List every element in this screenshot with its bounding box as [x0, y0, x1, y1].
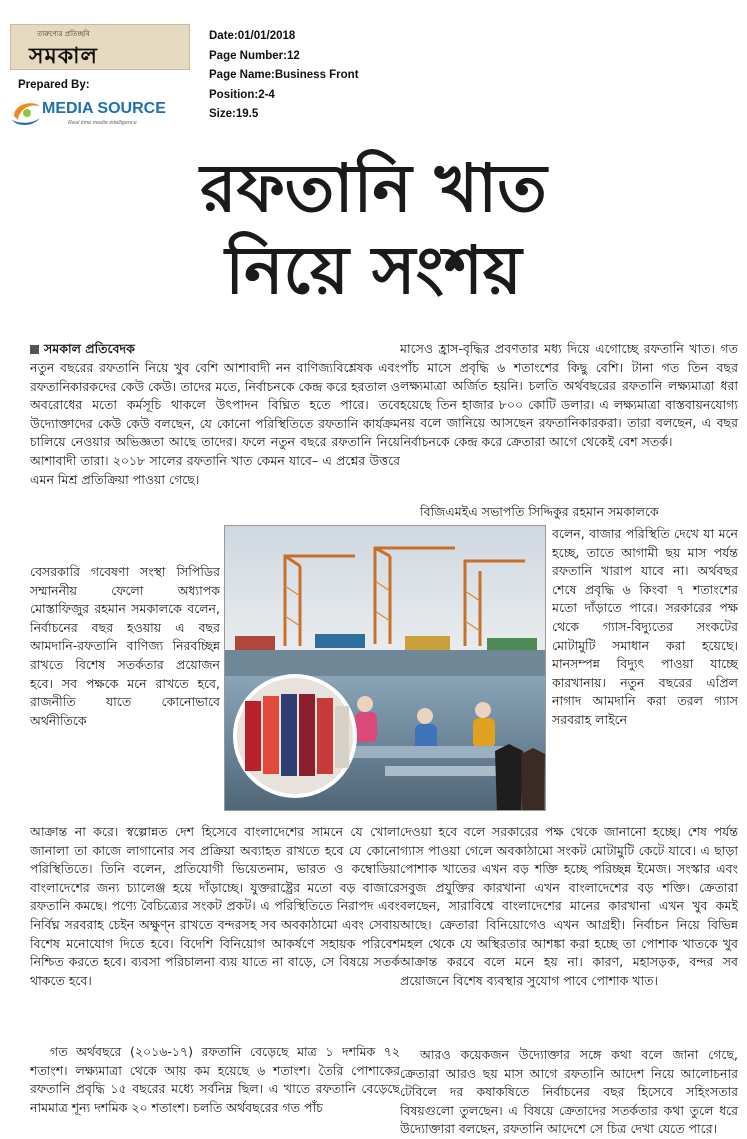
article-col2-last: আরও কয়েকজন উদ্যোক্তার সঙ্গে কথা বলে জানা গেছে, ক্রেতারা আরও ছয় মাস আগে রফতানি আদেশ নিয়ে আলোচনার টেবিলে দর কষাকষিতে নির্বাচনের বছর হিসেবে সহিংসতার বিষয়গুলো তুলছেন। এ বিষয়ে ক্রেতাদের সতর্কতার কথা তুলে ধরে উদ্যোক্তারা বলছেন, রফতানি আদেশে সে চিত্র দেখা যেতে পারে।	[400, 1047, 738, 1136]
byline-square-icon	[30, 345, 39, 354]
media-source-logo	[10, 96, 170, 132]
meta-size: Size:19.5	[209, 108, 259, 120]
meta-position: Position:2-4	[209, 88, 275, 101]
article-col2-bottom: দেওয়া হবে বলে সরকারের পক্ষ থেকে জানানো হচ্ছে। শেষ পর্যন্ত গ্যাস পাওয়া গেলে অবকাঠামো সংকট মোটামুটি কেটে যাবে। এ ছাড়া পোশাক খাতের এখন বড় শক্তি হচ্ছে পরিচ্ছন্ন ইমেজ। সংস্কার এবং সবুজ প্রযুক্তির কারখানা এখন বাংলাদেশের বড় শক্তি। ক্রেতারা বলছেন, সারাবিশ্বে বাংলাদেশের মানের কারখানা এখন খুব কমই আছে। ক্রেতারা বিনিয়োগেও এখন আগ্রহী। নির্বাচন নিয়ে বিভিন্ন মহল থেকে যে অস্থিরতার আশঙ্কা করা হচ্ছে তা পোশাক খাতকে খুব আক্রান্ত করবে বলে মনে হয় না। কারণ, মহাসড়ক, বন্দর সব প্রয়োজনে বিশেষ ব্যবস্থার সুযোগ পাবে পোশাক খাত।	[400, 824, 738, 988]
newspaper-logo: সমকাল	[29, 43, 98, 69]
byline-text: সমকাল প্রতিবেদক	[44, 341, 135, 356]
media-source-swoosh-icon	[10, 98, 44, 128]
clipping-metadata	[209, 27, 359, 125]
headline-line-1: রফতানি খাত	[200, 150, 547, 227]
masthead-tagline: তারুণ্যের প্রতিচ্ছবি	[37, 30, 90, 38]
article-col2-top: মাসেও হ্রাস-বৃদ্ধির প্রবণতার মধ্য দিয়ে এগোচ্ছে রফতানি খাত। গত পাঁচ মাসে প্রবৃদ্ধি ৬ শতাংশের কিছু বেশি। টানা গত তিন বছর লক্ষ্যমাত্রা অর্জিত হয়নি। চলতি অর্থবছরের রফতানি লক্ষ্যমাত্রা ধরা হয়েছে তিন হাজার ৮০০ কোটি ডলার। এ লক্ষ্যমাত্রা বাস্তবায়নযোগ্য নয় বলে জানিয়ে আসছেন রফতানিকারকরা। তারা বলছেন, এ বছর নির্বাচনকে কেন্দ্র করে ক্রেতারা আগে থেকেই বেশ সতর্ক।	[400, 341, 738, 449]
media-source-tagline: Real time media intelligence	[68, 120, 137, 126]
meta-date: Date:01/01/2018	[209, 30, 296, 42]
byline	[30, 340, 400, 360]
newspaper-masthead	[10, 24, 190, 70]
article-col2-lead: বিজিএমইএ সভাপতি সিদ্দিকুর রহমান সমকালকে	[420, 504, 659, 519]
article-col2-narrow: বলেন, বাজার পরিস্থিতি দেখে যা মনে হচ্ছে, তাতে আগামী ছয় মাস পর্যন্ত রফতানি খারাপ যাবে না। অর্থবছর শেষে প্রবৃদ্ধি ৬ কিংবা ৭ শতাংশের মতো দাঁড়াতে পারে। সরকারের পক্ষ থেকে গ্যাস-বিদ্যুতের সংকটের মোটামুটি সমাধান করা হয়েছে। মানসম্পন্ন বিদ্যুৎ পাওয়া যাচ্ছে কারখানায়। নতুন বছরের এপ্রিল নাগাদ আমদানি করা তরল গ্যাস সরবরাহ লাইনে	[552, 526, 738, 727]
meta-page-number: Page Number:12	[209, 49, 300, 62]
media-source-brand: MEDIA SOURCE	[42, 100, 166, 117]
headline-line-2: নিয়ে সংশয়	[225, 232, 522, 309]
article-col1-top: নতুন বছরের রফতানি নিয়ে খুব বেশি আশাবাদী নন বাণিজ্যবিশ্লেষক এবং রফতানিকারকদের কেউ কেউ। তাদের মতে, নির্বাচনকে কেন্দ্র করে হরতাল ও অবরোধের মতো কর্মসূচি থাকলে উৎপাদন বিঘ্নিত হতে পারে। তবে উদ্যোক্তাদের কেউ কেউ বলছেন, যে কোনো পরিস্থিতিতে রফতানি কার্যক্রম চালিয়ে নেওয়ার অভিজ্ঞতা আছে তাদের। ফলে নতুন বছরে রফতানি নিয়ে আশাবাদী তারা। ২০১৮ সালের রফতানি খাত কেমন যাবে– এ প্রশ্নের উত্তরে এমন মিশ্র প্রতিক্রিয়া পাওয়া গেছে।	[30, 360, 400, 487]
article-photo	[224, 525, 546, 811]
prepared-by-label: Prepared By:	[18, 79, 90, 91]
meta-page-name: Page Name:Business Front	[209, 69, 359, 81]
article-col1-bottom: আক্রান্ত না করে। স্বল্পোন্নত দেশ হিসেবে বাংলাদেশের সামনে যে খোলা জানালা তা কাজে লাগানোর সব প্রক্রিয়া অব্যাহত রাখতে হবে যে কোনো পরিস্থিতিতে। তিনি বলেন, প্রতিযোগী ভিয়েতনাম, ভারত ও কম্বোডিয়া বাংলাদেশের জন্য চ্যালেঞ্জ হয়ে দাঁড়াচ্ছে। যুক্তরাষ্ট্রের মতো বড় বাজারে রফতানি কমছে। পণ্যে বৈচিত্র্যের সংকট প্রকট। এ পরিস্থিতিতে নিরাপদ এবং নির্বিঘ্ন সরবরাহ চেইন অক্ষুণ্ন রাখতে বন্দরসহ সব অবকাঠামো এবং সেবায় বিশেষ মনোযোগ দিতে হবে। বিদেশি বিনিয়োগ আকর্ষণে সহায়ক পরিবেশ নিশ্চিত করতে হবে। ব্যবসা পরিচালনা ব্যয় যাতে না বাড়ে, সে বিষয়ে সতর্ক থাকতে হবে।	[30, 824, 400, 988]
port-and-garment-photo	[225, 526, 546, 811]
article-col1-narrow: বেসরকারি গবেষণা সংস্থা সিপিডির সম্মাননীয় ফেলো অধ্যাপক মোস্তাফিজুর রহমান সমকালকে বলেন, নির্বাচনের বছর হওয়ায় এ বছর আমদানি-রফতানি বাণিজ্য নিরবচ্ছিন্ন রাখতে বিশেষ সতর্কতার প্রয়োজন হবে। সব পক্ষকে মনে রাখতে হবে, রাজনীতি যাতে কোনোভাবে অর্থনীতিকে	[30, 564, 220, 728]
article-col1-last: গত অর্থবছরে (২০১৬-১৭) রফতানি বেড়েছে মাত্র ১ দশমিক ৭২ শতাংশ। লক্ষ্যমাত্রা থেকে আয় কম হয়েছে ৬ শতাংশ। তৈরি পোশাকের রফতানি প্রবৃদ্ধি ১৫ বছরের মধ্যে সর্বনিম্ন ছিল। এ খাতে রফতানি বেড়েছে নামমাত্র শূন্য দশমিক ২০ শতাংশ। চলতি অর্থবছরের গত পাঁচ	[30, 1044, 400, 1115]
